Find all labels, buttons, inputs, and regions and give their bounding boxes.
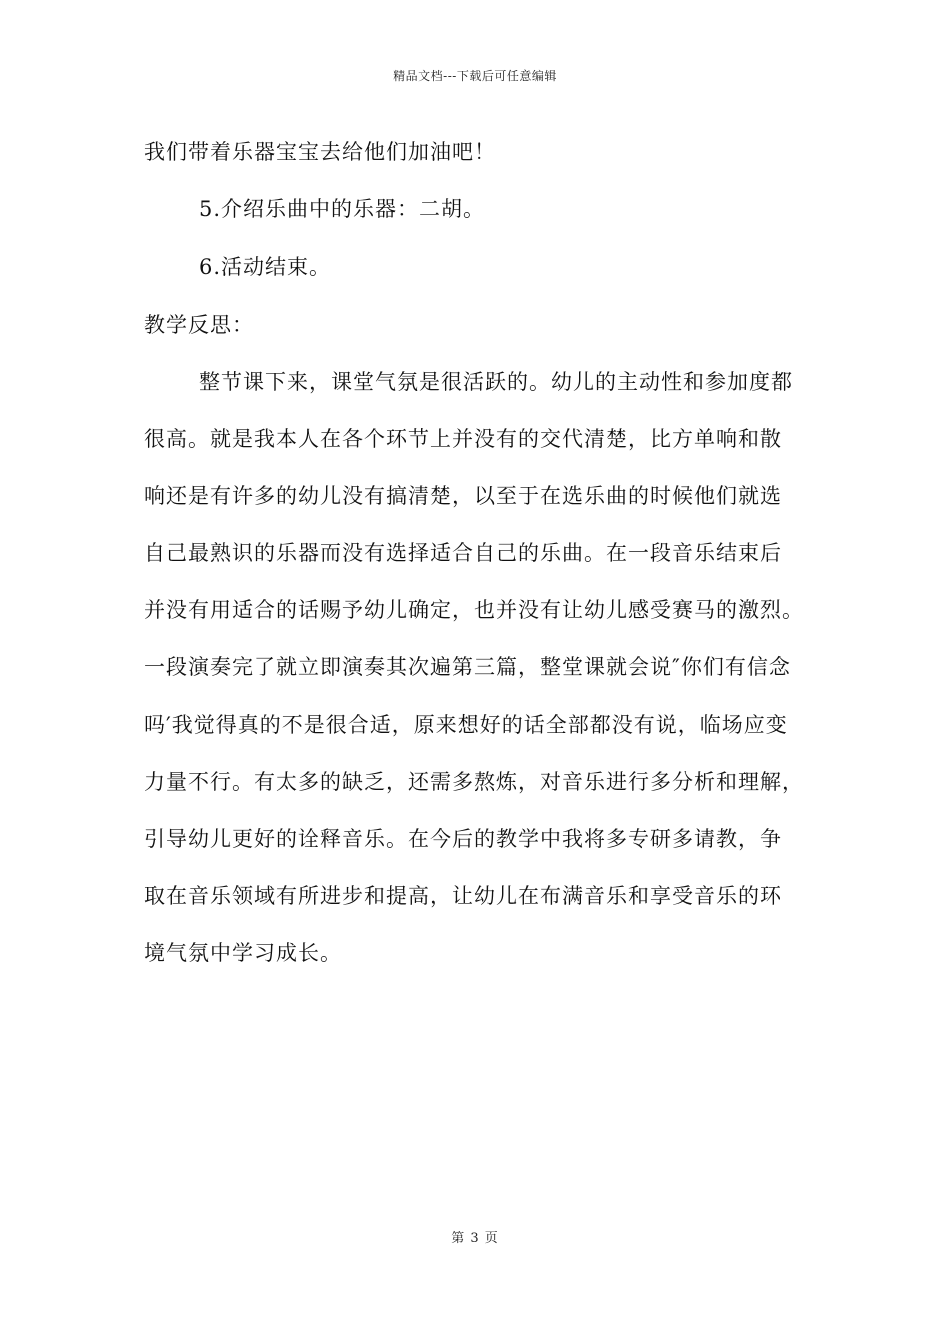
list-item-6: 6.活动结束。 <box>199 255 332 279</box>
paragraph-line: 力量不行。有太多的缺乏，还需多熬炼，对音乐进行多分析和理解， <box>144 770 804 794</box>
body-line: 我们带着乐器宝宝去给他们加油吧！ <box>144 140 496 164</box>
paragraph-line: 吗′我觉得真的不是很合适，原来想好的话全部都没有说，临场应变 <box>144 713 788 737</box>
list-item-5: 5.介绍乐曲中的乐器：二胡。 <box>199 197 486 221</box>
paragraph-line: 取在音乐领域有所进步和提高，让幼儿在布满音乐和享受音乐的环 <box>144 884 782 908</box>
paragraph-line: 并没有用适合的话赐予幼儿确定，也并没有让幼儿感受赛马的激烈。 <box>144 598 804 622</box>
paragraph-line: 一段演奏完了就立即演奏其次遍第三篇，整堂课就会说″你们有信念 <box>144 655 791 679</box>
paragraph-line: 引导幼儿更好的诠释音乐。在今后的教学中我将多专研多请教，争 <box>144 827 782 851</box>
paragraph-line: 整节课下来，课堂气氛是很活跃的。幼儿的主动性和参加度都 <box>199 370 793 394</box>
section-heading: 教学反思： <box>144 313 254 337</box>
paragraph-line: 响还是有许多的幼儿没有搞清楚，以至于在选乐曲的时候他们就选 <box>144 484 782 508</box>
page-header: 精品文档---下载后可任意编辑 <box>393 69 557 83</box>
page-number: 第 3 页 <box>451 1231 499 1246</box>
paragraph-line: 很高。就是我本人在各个环节上并没有的交代清楚，比方单响和散 <box>144 427 782 451</box>
paragraph-line: 境气氛中学习成长。 <box>144 941 342 965</box>
paragraph-line: 自己最熟识的乐器而没有选择适合自己的乐曲。在一段音乐结束后 <box>144 541 782 565</box>
